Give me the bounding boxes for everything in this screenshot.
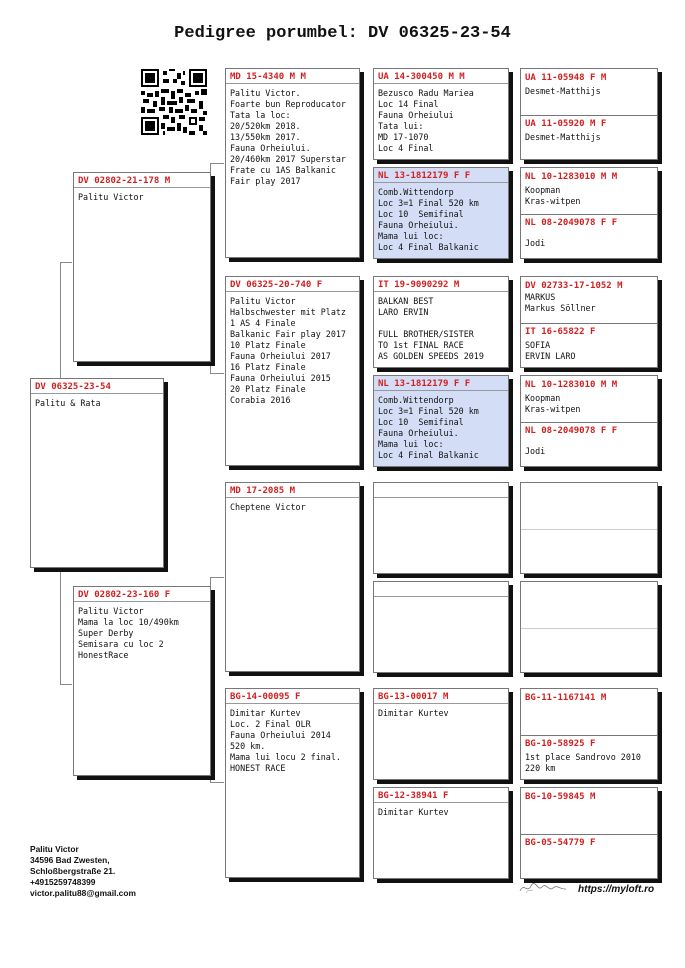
gen4-ring-id: UA 14-300450 M M xyxy=(378,72,465,82)
gen5-description: Koopman Kras-witpen xyxy=(525,185,581,206)
gen5-description: Desmet-Matthijs xyxy=(525,132,601,142)
gen5-ring-id: NL 08-2049078 F F xyxy=(525,218,618,228)
gen3-description: Palitu Victor Halbschwester mit Platz 1 AS 4 Finale Balkanic Fair play 2017 10 Platz Finale Fauna Orheiului 2017 16 Platz Finale Fauna Orheiului 2015 20 Platz Finale Corabia 2016 xyxy=(230,296,346,405)
gen4-card-highlighted[interactable] xyxy=(373,375,509,467)
gen5-description: Desmet-Matthijs xyxy=(525,86,601,96)
gen4-description: Dimitar Kurtev xyxy=(378,708,449,718)
connector-line xyxy=(60,684,72,685)
gen5-description: Jodi xyxy=(525,238,546,248)
gen3-dam-dam-card[interactable] xyxy=(225,688,360,878)
connector-line xyxy=(210,373,224,374)
gen3-description: Palitu Victor. Foarte bun Reproducator Tata la loc: 20/520km 2018. 13/550km 2017. Fauna Orheiului. 20/460km 2017 Superstar Frate cu 1AS Balkanic Fair play 2017 xyxy=(230,88,346,186)
gen5-ring-id: NL 08-2049078 F F xyxy=(525,426,618,436)
qr-code-icon xyxy=(141,69,207,135)
gen3-ring-id: DV 06325-20-740 F xyxy=(230,280,323,290)
gen4-ring-id: NL 13-1812179 F F xyxy=(378,379,471,389)
sire-card[interactable] xyxy=(73,172,211,362)
signature-icon xyxy=(518,880,568,896)
gen5-description: Jodi xyxy=(525,446,546,456)
gen4-description: Bezusco Radu Mariea Loc 14 Final Fauna Orheiului Tata lui: MD 17-1070 Loc 4 Final xyxy=(378,88,474,153)
gen5-pair-card[interactable] xyxy=(520,276,658,368)
gen5-ring-id: BG-10-58925 F xyxy=(525,739,596,749)
gen4-description: Comb.Wittendorp Loc 3=1 Final 520 km Loc 10 Semifinal Fauna Orheiului. Mama lui loc: Loc 4 Final Balkanic xyxy=(378,395,479,460)
connector-line xyxy=(210,163,224,164)
gen5-ring-id: BG-05-54779 F xyxy=(525,838,596,848)
gen4-ring-id: BG-13-00017 M xyxy=(378,692,449,702)
gen4-ring-id: BG-12-38941 F xyxy=(378,791,449,801)
gen3-description: Cheptene Victor xyxy=(230,502,306,512)
gen5-ring-id: DV 02733-17-1052 M xyxy=(525,281,623,291)
gen5-description: Koopman Kras-witpen xyxy=(525,393,581,414)
gen4-description: Comb.Wittendorp Loc 3=1 Final 520 km Loc 10 Semifinal Fauna Orheiului. Mama lui loc: Loc 4 Final Balkanic xyxy=(378,187,479,252)
gen4-ring-id: IT 19-9090292 M xyxy=(378,280,460,290)
gen3-ring-id: MD 15-4340 M M xyxy=(230,72,306,82)
owner-contact: Palitu Victor 34596 Bad Zwesten, Schloßbergstraße 21. +4915259748399 victor.palitu88@gmail.com xyxy=(30,844,136,898)
gen5-ring-id: UA 11-05948 F M xyxy=(525,73,607,83)
sire-ring-id: DV 02802-21-178 M xyxy=(78,176,171,186)
subject-ring-id: DV 06325-23-54 xyxy=(35,382,111,392)
gen5-ring-id: NL 10-1283010 M M xyxy=(525,172,618,182)
gen3-description: Dimitar Kurtev Loc. 2 Final OLR Fauna Orheiului 2014 520 km. Mama lui locu 2 final. HONEST RACE xyxy=(230,708,341,773)
gen4-empty-card[interactable] xyxy=(373,581,509,673)
sire-description: Palitu Victor xyxy=(78,192,144,202)
gen5-pair-card[interactable] xyxy=(520,787,658,879)
gen4-description: BALKAN BEST LARO ERVIN FULL BROTHER/SISTER TO 1st FINAL RACE AS GOLDEN SPEEDS 2019 xyxy=(378,296,484,361)
gen4-ring-id: NL 13-1812179 F F xyxy=(378,171,471,181)
connector-line xyxy=(60,262,72,263)
subject-card[interactable] xyxy=(30,378,164,568)
dam-description: Palitu Victor Mama la loc 10/490km Super Derby Semisara cu loc 2 HonestRace xyxy=(78,606,179,660)
gen4-description: Dimitar Kurtev xyxy=(378,807,449,817)
gen4-card[interactable] xyxy=(373,688,509,780)
gen5-empty-card[interactable] xyxy=(520,581,658,673)
connector-line xyxy=(210,577,224,578)
gen5-ring-id: IT 16-65822 F xyxy=(525,327,596,337)
gen5-description: SOFIA ERVIN LARO xyxy=(525,340,576,361)
page-title: Pedigree porumbel: DV 06325-23-54 xyxy=(174,24,511,43)
gen4-empty-card[interactable] xyxy=(373,482,509,574)
dam-ring-id: DV 02802-23-160 F xyxy=(78,590,171,600)
gen5-empty-card[interactable] xyxy=(520,482,658,574)
subject-owner: Palitu & Rata xyxy=(35,398,101,408)
gen5-pair-card[interactable] xyxy=(520,375,658,467)
gen5-description: 1st place Sandrovo 2010 220 km xyxy=(525,752,641,773)
gen4-card[interactable] xyxy=(373,68,509,160)
gen3-sire-dam-card[interactable] xyxy=(225,276,360,466)
gen5-pair-card[interactable] xyxy=(520,688,658,780)
gen5-ring-id: BG-10-59845 M xyxy=(525,792,596,802)
dam-card[interactable] xyxy=(73,586,211,776)
gen3-dam-sire-card[interactable] xyxy=(225,482,360,672)
gen5-pair-card[interactable] xyxy=(520,167,658,259)
gen4-card[interactable] xyxy=(373,787,509,879)
gen4-card-highlighted[interactable] xyxy=(373,167,509,259)
gen5-ring-id: UA 11-05920 M F xyxy=(525,119,607,129)
gen3-ring-id: BG-14-00095 F xyxy=(230,692,301,702)
gen4-card[interactable] xyxy=(373,276,509,368)
connector-line xyxy=(210,782,224,783)
gen5-description: MARKUS Markus Söllner xyxy=(525,292,596,313)
gen5-ring-id: BG-11-1167141 M xyxy=(525,693,607,703)
gen5-pair-card[interactable] xyxy=(520,68,658,160)
gen3-ring-id: MD 17-2085 M xyxy=(230,486,296,496)
gen5-ring-id: NL 10-1283010 M M xyxy=(525,380,618,390)
website-link[interactable]: https://myloft.ro xyxy=(578,884,655,895)
gen3-sire-sire-card[interactable] xyxy=(225,68,360,258)
